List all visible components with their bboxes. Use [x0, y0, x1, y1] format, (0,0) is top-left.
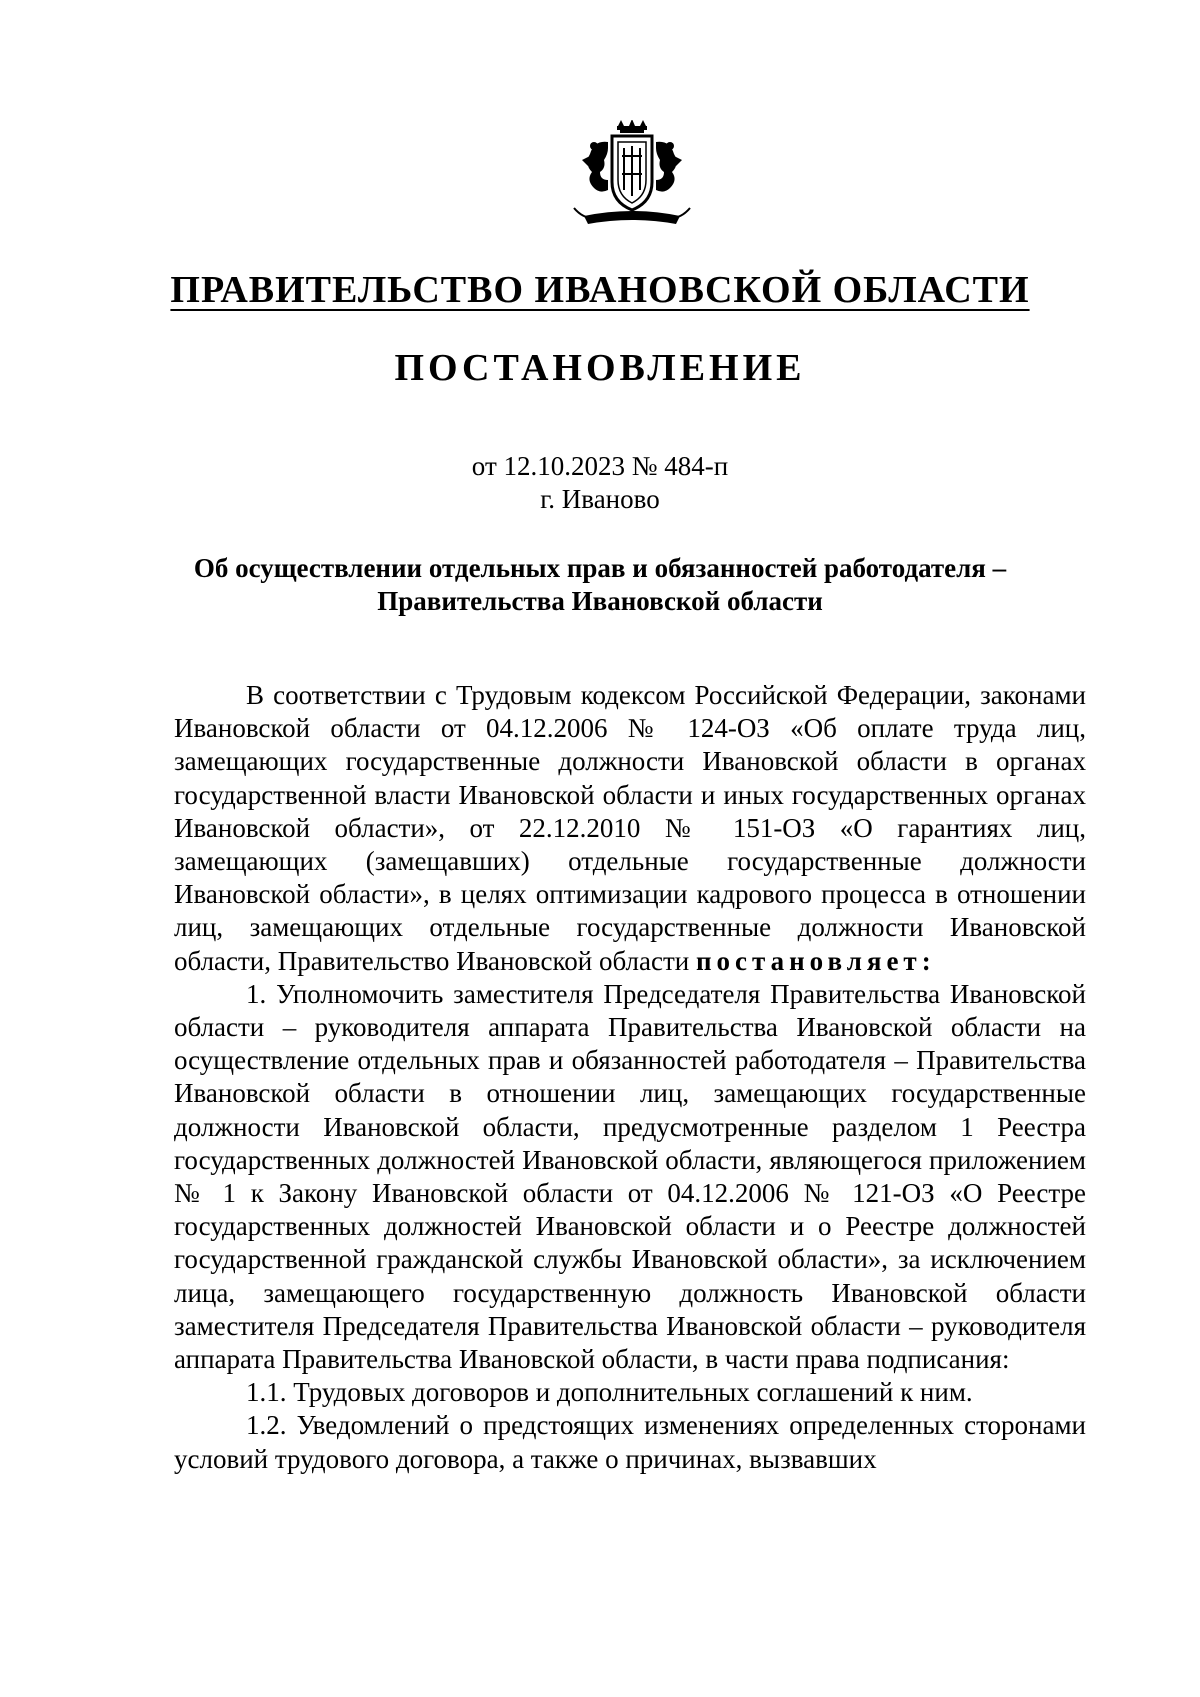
- subject-line-2: Правительства Ивановской области: [377, 586, 823, 616]
- preamble-text: В соответствии с Трудовым кодексом Российской Федерации, законами Ивановской области от 04.12.2006 № 124-ОЗ «Об оплате труда лиц, замещающих государственные должности Ивановской области в органах государственной власти Ивановской области и иных государственных органах Ивановской области», от 22.12.2010 № 151-ОЗ «О гарантиях лиц, замещающих (замещавших) отдельные государственные должности Ивановской области», в целях оптимизации кадрового процесса в отношении лиц, замещающих отдельные государственные должности Ивановской области, Правительство Ивановской области: [174, 680, 1086, 976]
- document-type: ПОСТАНОВЛЕНИЕ: [394, 347, 806, 389]
- document-body: [174, 679, 1086, 1476]
- item-1-1-paragraph: 1.1. Трудовых договоров и дополнительных соглашений к ним.: [246, 1377, 973, 1408]
- preamble-paragraph: [174, 679, 1086, 978]
- subject-line-1: Об осуществлении отдельных прав и обязанностей работодателя –: [193, 553, 1007, 583]
- decree-word: постановляет:: [695, 945, 936, 976]
- document-date-number: от 12.10.2023 № 484-п: [471, 451, 729, 481]
- coat-of-arms-icon: [564, 120, 700, 232]
- organization-title: ПРАВИТЕЛЬСТВО ИВАНОВСКОЙ ОБЛАСТИ: [170, 269, 1030, 311]
- document-subject: [0, 552, 1200, 618]
- item-1-2-paragraph: 1.2. Уведомлений о предстоящих изменениях определенных сторонами условий трудового договора, а также о причинах, вызвавших: [174, 1410, 1086, 1474]
- document-meta: [0, 450, 1200, 516]
- document-city: г. Иваново: [540, 484, 660, 514]
- item-1-paragraph: 1. Уполномочить заместителя Председателя Правительства Ивановской области – руководителя аппарата Правительства Ивановской области на осуществление отдельных прав и обязанностей работодателя – Правительства Ивановской области в отношении лиц, замещающих государственные должности Ивановской области, предусмотренные разделом 1 Реестра государственных должностей Ивановской области, являющегося приложением № 1 к Закону Ивановской области от 04.12.2006 № 121-ОЗ «О Реестре государственных должностей Ивановской области и о Реестре должностей государственной гражданской службы Ивановской области», за исключением лица, замещающего государственную должность Ивановской области заместителя Председателя Правительства Ивановской области – руководителя аппарата Правительства Ивановской области, в части права подписания:: [174, 978, 1086, 1375]
